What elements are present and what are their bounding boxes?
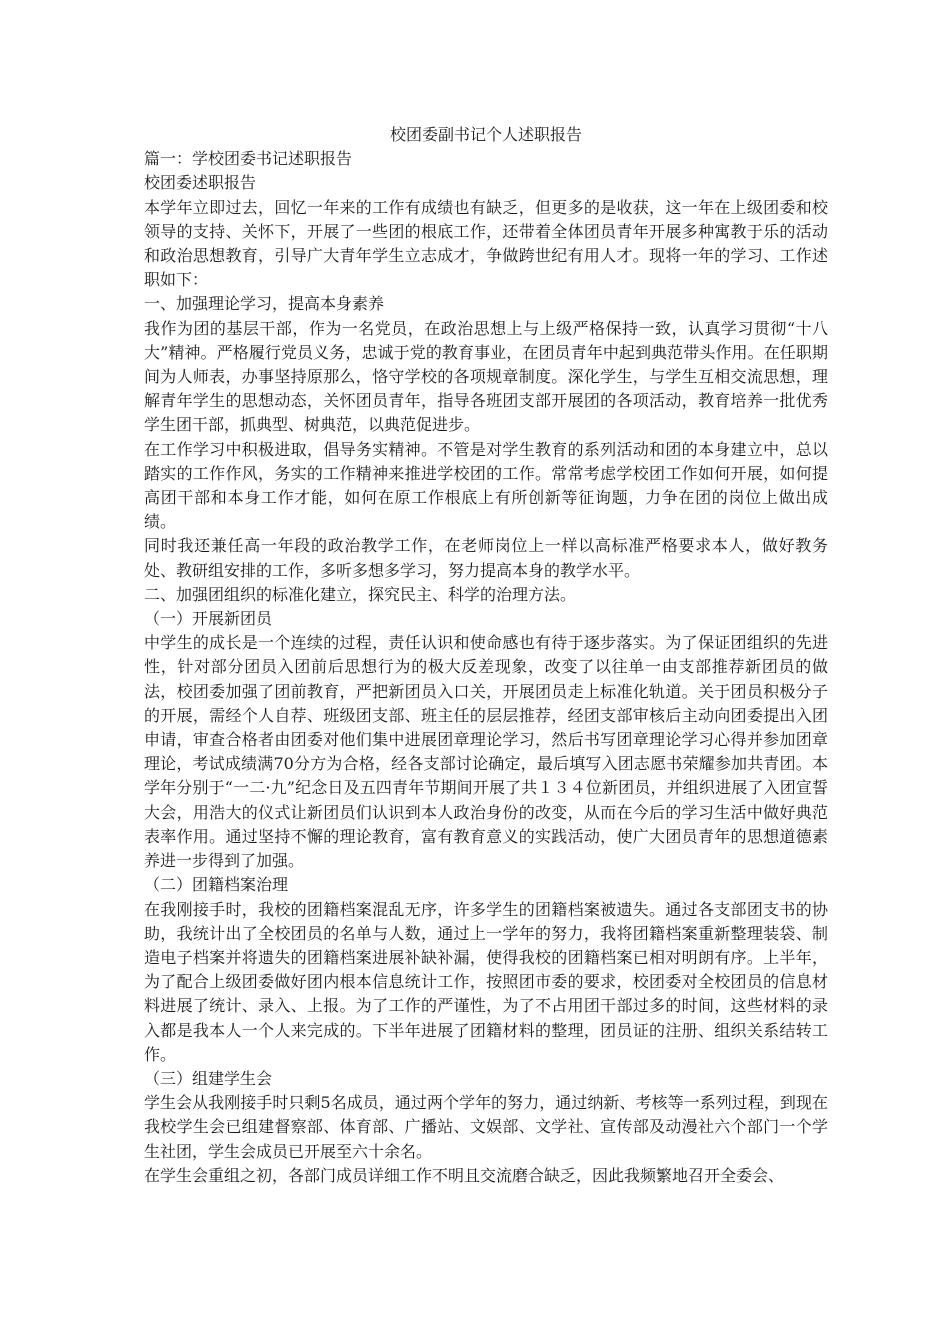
subsection-heading-archives: （二）团籍档案治理 xyxy=(144,875,289,895)
subsection-heading-new-members: （一）开展新团员 xyxy=(144,609,273,629)
section-heading-two: 二、加强团组织的标准化建立，探究民主、科学的治理方法。 xyxy=(144,584,577,604)
paragraph-archives: 在我刚接手时，我校的团籍档案混乱无序，许多学生的团籍档案被遗失。通过各支部团支书的协助，我统计出了全校团员的名单与人数，通过上一学年的努力，我将团籍档案重新整理装袋、制造电子档案并将遗失的团籍档案进展补缺补漏，使得我校的团籍档案已相对明朗有序。上半年，为了配合上级团委做好团内根本信息统计工作，按照团市委的要求，校团委对全校团员的信息材料进展了统计、录入、上报。为了工作的严谨性，为了不占用团干部过多的时间，这些材料的录入都是我本人一个人来完成的。下半年进展了团籍材料的整理，团员证的注册、组织关系结转工作。 xyxy=(144,899,828,1064)
paragraph-student-union-continued: 在学生会重组之初，各部门成员详细工作不明且交流磨合缺乏，因此我频繁地召开全委会、 xyxy=(144,1165,785,1185)
document-title: 校团委副书记个人述职报告 xyxy=(389,125,582,144)
document-body xyxy=(144,123,828,1188)
paragraph-political-study: 我作为团的基层干部，作为一名党员，在政治思想上与上级严格保持一致，认真学习贯彻“十八大”精神。严格履行党员义务，忠诚于党的教育事业，在团员青年中起到典范带头作用。在任职期间为人师表，办事坚持原那么，恪守学校的各项规章制度。深化学生，与学生互相交流思想，理解青年学生的思想动态，关怀团员青年，指导各班团支部开展团的各项活动，教育培养一批优秀学生团干部，抓典型、树典范，以典范促进步。 xyxy=(144,318,828,435)
paragraph-heading-article-one: 篇一：学校团委书记述职报告 xyxy=(144,149,353,169)
paragraph-subtitle: 校团委述职报告 xyxy=(144,173,257,193)
paragraph-intro: 本学年立即过去，回忆一年来的工作有成绩也有缺乏，但更多的是收获，这一年在上级团委和校领导的支持、关怀下，开展了一些团的根底工作，还带着全体团员青年开展多种寓教于乐的活动和政治思想教育，引导广大青年学生立志成才，争做跨世纪有用人才。现将一年的学习、工作述职如下： xyxy=(144,197,828,290)
paragraph-work-attitude: 在工作学习中积极进取，倡导务实精神。不管是对学生教育的系列活动和团的本身建立中，总以踏实的工作作风，务实的工作精神来推进学校团的工作。常常考虑学校团工作如何开展，如何提高团干部和本身工作才能，如何在原工作根底上有所创新等征询题，力争在团的岗位上做出成绩。 xyxy=(144,439,828,532)
paragraph-student-union: 学生会从我刚接手时只剩5名成员，通过两个学年的努力，通过纳新、考核等一系列过程，到现在我校学生会已组建督察部、体育部、广播站、文娱部、文学社、宣传部及动漫社六个部门一个学生社团，学生会成员已开展至六十余名。 xyxy=(144,1093,828,1161)
paragraph-new-members: 中学生的成长是一个连续的过程，责任认识和使命感也有待于逐步落实。为了保证团组织的先进性，针对部分团员入团前后思想行为的极大反差现象，改变了以往单一由支部推荐新团员的做法，校团委加强了团前教育，严把新团员入口关，开展团员走上标准化轨道。关于团员积极分子的开展，需经个人自荐、班级团支部、班主任的层层推荐，经团支部审核后主动向团委提出入团申请，审查合格者由团委对他们集中进展团章理论学习，然后书写团章理论学习心得并参加团章理论，考试成绩满70分方为合格，经各支部讨论确定，最后填写入团志愿书荣耀参加共青团。本学年分别于“一二·九”纪念日及五四青年节期间开展了共１３４位新团员，并组织进展了入团宣誓大会，用浩大的仪式让新团员们认识到本人政治身份的改变，从而在今后的学习生活中做好典范表率作用。通过坚持不懈的理论教育，富有教育意义的实践活动，使广大团员青年的思想道德素养进一步得到了加强。 xyxy=(144,633,828,871)
paragraph-teaching: 同时我还兼任高一年段的政治教学工作，在老师岗位上一样以高标准严格要求本人，做好教务处、教研组安排的工作，多听多想多学习，努力提高本身的教学水平。 xyxy=(144,536,828,580)
subsection-heading-student-union: （三）组建学生会 xyxy=(144,1068,273,1088)
section-heading-one: 一、加强理论学习，提高本身素养 xyxy=(144,294,385,314)
